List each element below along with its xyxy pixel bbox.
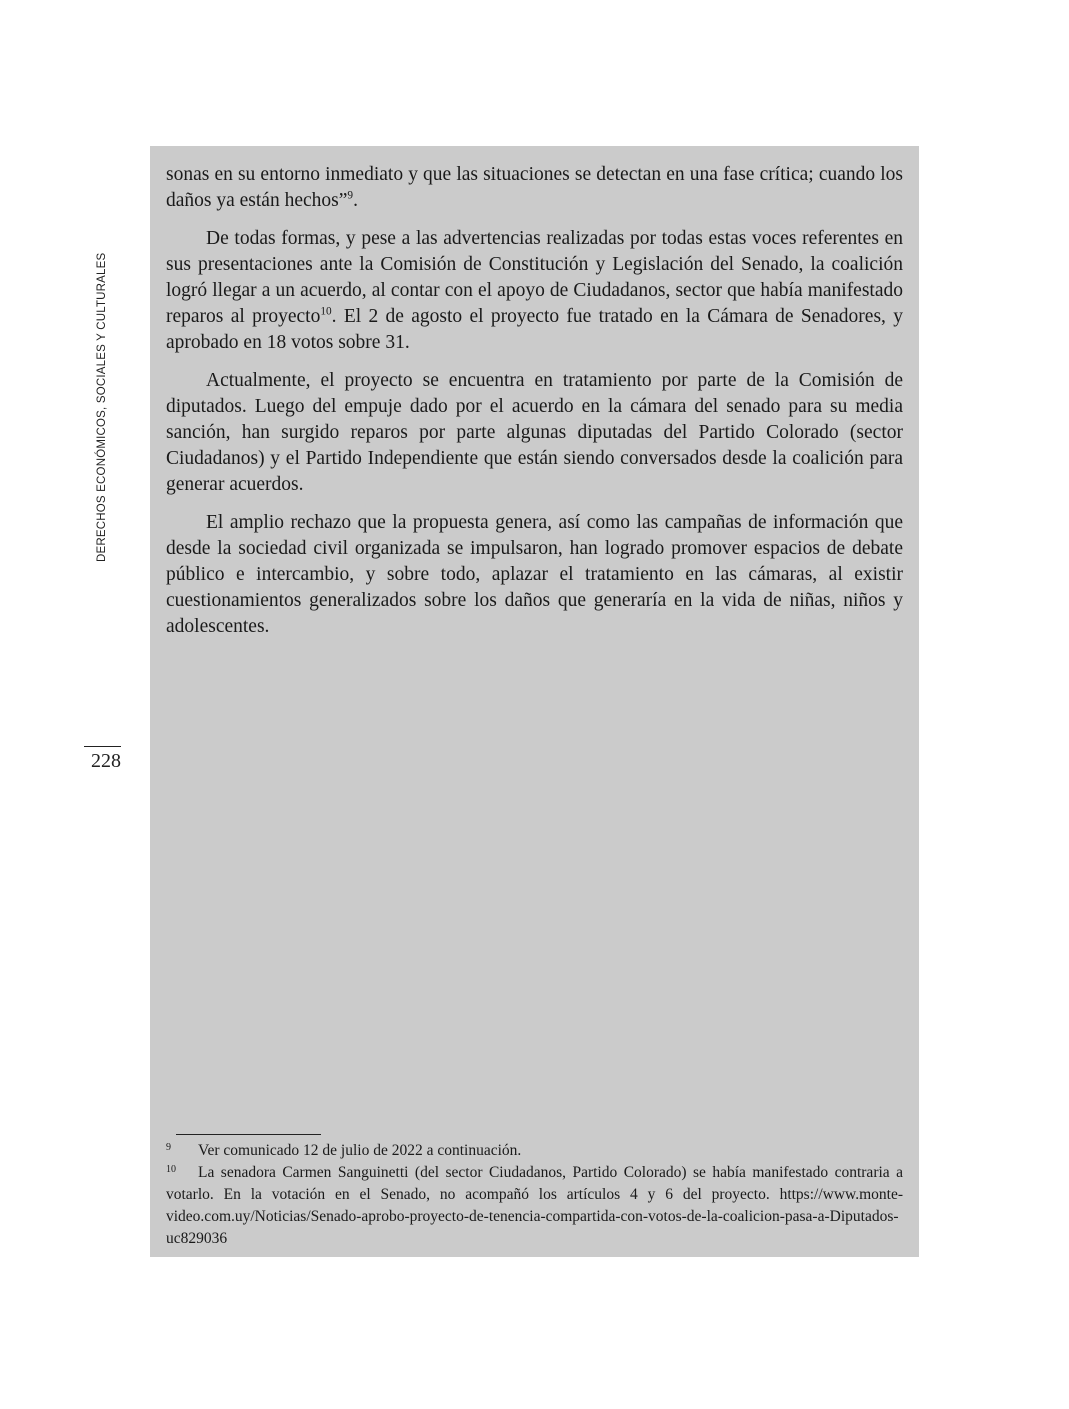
paragraph-2 — [166, 226, 903, 356]
footnote-9: 9 Ver comunicado 12 de julio de 2022 a continuación. — [166, 1142, 522, 1159]
body-text — [166, 162, 903, 652]
paragraph-2-end: . El 2 de agosto el proyecto fue tratado en la Cámara de Senadores, y aprobado en 18 votos sobre 31. — [166, 306, 903, 353]
footnote-text: La senadora Carmen Sanguinetti (del sector Ciudadanos, Partido Colorado) se había manifestado contraria a votarlo. En la votación en el Senado, no acompañó los artículos 4 y 6 del proyecto. https://www.montevideo.com.uy/Noticias/Senado-aprobo-proyecto-de-tenencia-compartida-con-votos-de-la-coalicion-pasa-a-Diputados-uc829036 — [166, 1164, 903, 1247]
footnotes — [166, 1140, 903, 1250]
shaded-text-block — [150, 146, 919, 1257]
footnote-separator — [176, 1134, 321, 1135]
paragraph-1-end: . — [353, 190, 358, 211]
footnote-10: 10 La senadora Carmen Sanguinetti (del sector Ciudadanos, Partido Colorado) se había manifestado contraria a votarlo. En la votación en el Senado, no acompañó los artículos 4 y 6 del proyecto. https://www.montevideo.com.uy/Noticias/Senado-aprobo-proyecto-de-tenencia-compartida-con-votos-de-la-coalicion-pasa-a-Diputados-uc829036 — [166, 1164, 903, 1247]
footnote-ref-10: 10 — [320, 305, 332, 318]
running-head: DERECHOS ECONÓMICOS, SOCIALES Y CULTURALES — [96, 252, 108, 562]
paragraph-4: El amplio rechazo que la propuesta genera, así como las campañas de información que desde la sociedad civil organizada se impulsaron, han logrado promover espacios de debate público e intercambio, y sobre todo, aplazar el tratamiento en las cámaras, al existir cuestionamientos generalizados sobre los daños que generaría en la vida de niñas, niños y adolescentes. — [166, 512, 903, 637]
paragraph-2-text: De todas formas, y pese a las advertencias realizadas por todas estas voces referentes en sus presentaciones ante la Comisión de Constitución y Legislación del Senado, la coalición logró llegar a un acuerdo, al contar con el apoyo de Ciudadanos, sector que había manifestado reparos al proyecto — [166, 228, 903, 327]
paragraph-3: Actualmente, el proyecto se encuentra en tratamiento por parte de la Comisión de diputados. Luego del empuje dado por el acuerdo en la cámara del senado para su media sanción, han surgido reparos por parte algunas diputadas del Partido Colorado (sector Ciudadanos) y el Partido Independiente que están siendo conversados desde la coalición para generar acuerdos. — [166, 370, 903, 495]
paragraph-1 — [166, 162, 903, 214]
page-number-rule — [84, 746, 121, 747]
footnote-text: Ver comunicado 12 de julio de 2022 a continuación. — [198, 1142, 522, 1159]
page-number: 228 — [91, 750, 121, 772]
paragraph-1-text: sonas en su entorno inmediato y que las situaciones se detectan en una fase crítica; cuando los daños ya están hechos” — [166, 164, 903, 211]
footnote-ref-9: 9 — [347, 189, 354, 202]
